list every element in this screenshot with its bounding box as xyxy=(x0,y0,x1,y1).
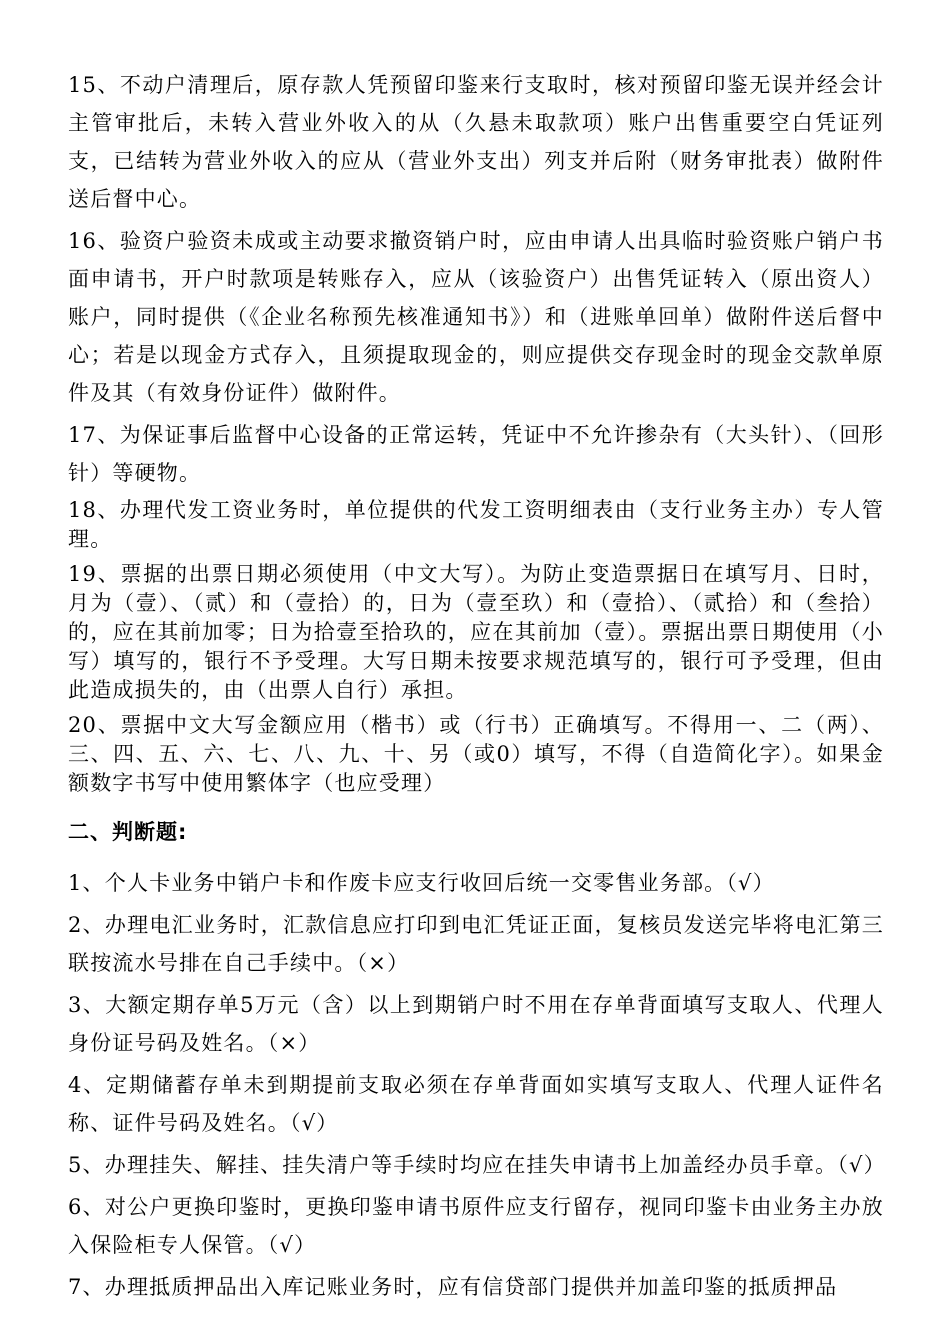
judge-item-3: 3、大额定期存单5万元（含）以上到期销户时不用在存单背面填写支取人、代理人身份证号码及姓名。（×） xyxy=(68,993,884,1055)
question-15: 15、不动户清理后，原存款人凭预留印鉴来行支取时，核对预留印鉴无误并经会计主管审批后，未转入营业外收入的从（久悬未取款项）账户出售重要空白凭证列支，已结转为营业外收入的应从（营业外支出）列支并后附（财务审批表）做附件送后督中心。 xyxy=(68,73,884,211)
document-page xyxy=(68,66,884,1310)
judge-item-1: 1、个人卡业务中销户卡和作废卡应支行收回后统一交零售业务部。（√） xyxy=(68,871,775,895)
question-19: 19、票据的出票日期必须使用（中文大写）。为防止变造票据日在填写月、日时，月为（壹）、（贰）和（壹拾）的，日为（壹至玖）和（壹拾）、（贰拾）和（叁拾）的，应在其前加零；日为拾壹至拾玖的，应在其前加（壹）。票据出票日期使用（小写）填写的，银行不予受理。大写日期未按要求规范填写的，银行可予受理，但由此造成损失的，由（出票人自行）承担。 xyxy=(68,562,884,702)
fill-blank-section xyxy=(68,66,884,798)
judge-item-4: 4、定期储蓄存单未到期提前支取必须在存单背面如实填写支取人、代理人证件名称、证件号码及姓名。（√） xyxy=(68,1073,884,1135)
question-17: 17、为保证事后监督中心设备的正常运转，凭证中不允许掺杂有（大头针）、（回形针）等硬物。 xyxy=(68,423,884,485)
judge-section xyxy=(68,864,884,1306)
judge-item-7: 7、办理抵质押品出入库记账业务时，应有信贷部门提供并加盖印鉴的抵质押品 xyxy=(68,1275,838,1299)
question-16: 16、验资户验资未成或主动要求撤资销户时，应由申请人出具临时验资账户销户书面申请书，开户时款项是转账存入，应从（该验资户）出售凭证转入（原出资人）账户，同时提供（《企业名称预先核准通知书》）和（进账单回单）做附件送后督中心；若是以现金方式存入，且须提取现金的，则应提供交存现金时的现金交款单原件及其（有效身份证件）做附件。 xyxy=(68,229,884,405)
question-20: 20、票据中文大写金额应用（楷书）或（行书）正确填写。不得用一、二（两）、三、四、五、六、七、八、九、十、另（或0）填写，不得（自造简化字）。如果金额数字书写中使用繁体字（也应受理） xyxy=(68,713,884,795)
judge-item-5: 5、办理挂失、解挂、挂失清户等手续时均应在挂失申请书上加盖经办员手章。（√） xyxy=(68,1153,886,1177)
judge-item-2: 2、办理电汇业务时，汇款信息应打印到电汇凭证正面，复核员发送完毕将电汇第三联按流水号排在自己手续中。（×） xyxy=(68,913,884,975)
section-title-judge: 二、判断题: xyxy=(68,820,188,844)
question-18: 18、办理代发工资业务时，单位提供的代发工资明细表由（支行业务主办）专人管理。 xyxy=(68,498,884,551)
judge-item-6: 6、对公户更换印鉴时，更换印鉴申请书原件应支行留存，视同印鉴卡由业务主办放入保险柜专人保管。（√） xyxy=(68,1195,884,1257)
